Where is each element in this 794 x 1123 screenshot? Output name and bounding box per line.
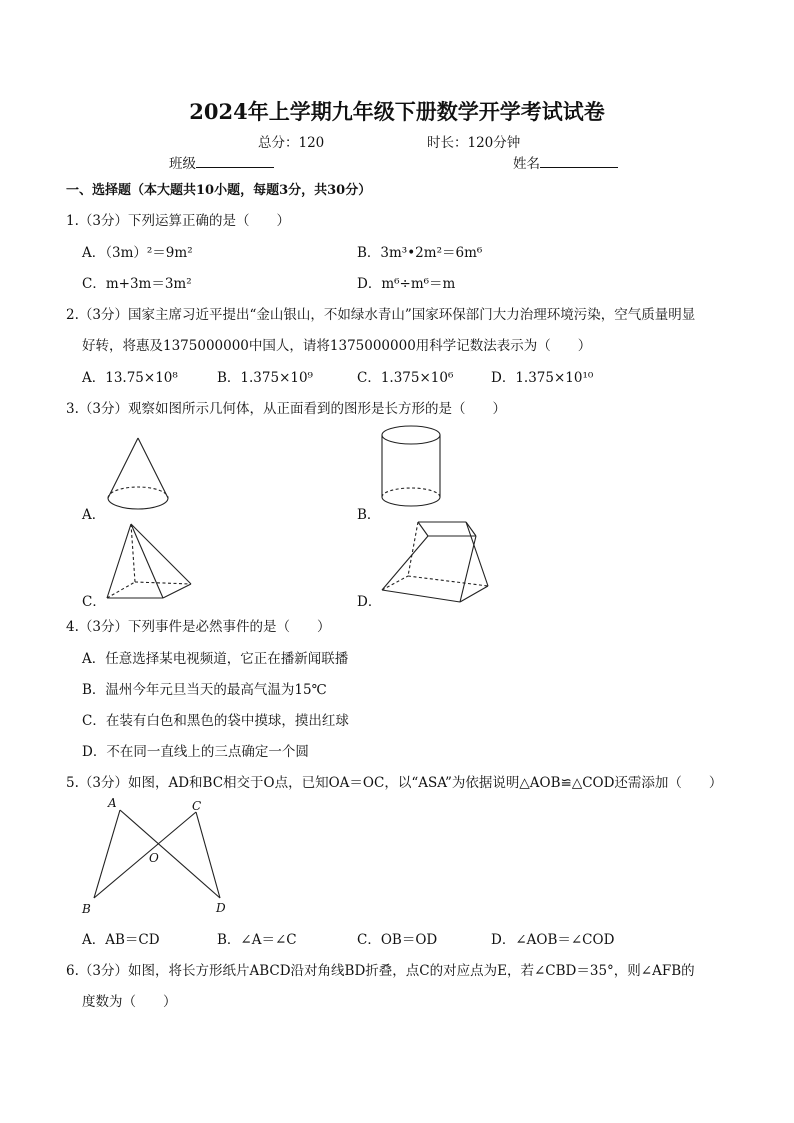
q6-stem-line2: 度数为（ ） bbox=[82, 994, 177, 1010]
q1-option-a: A．（3m）²＝9m² bbox=[82, 245, 193, 261]
q5-label-o: O bbox=[149, 851, 159, 865]
q1-option-d: D．m⁶÷m⁶＝m bbox=[357, 276, 456, 292]
q3-cone-figure bbox=[100, 436, 180, 516]
q5-label-a: A bbox=[108, 796, 117, 810]
q1-option-b: B．3m³•2m²＝6m⁶ bbox=[357, 245, 483, 261]
q5-option-c: C．OB＝OD bbox=[357, 932, 438, 948]
class-label: 班级 bbox=[169, 156, 196, 172]
q4-option-c: C．在装有白色和黑色的袋中摸球，摸出红球 bbox=[82, 713, 349, 729]
q3-option-b: B． bbox=[357, 507, 381, 523]
q1-option-c: C．m+3m＝3m² bbox=[82, 276, 192, 292]
q3-option-a: A． bbox=[82, 507, 106, 523]
q5-option-a: A．AB＝CD bbox=[82, 932, 160, 948]
q4-option-b: B．温州今年元旦当天的最高气温为15℃ bbox=[82, 682, 327, 698]
q4-option-a: A．任意选择某电视频道，它正在播新闻联播 bbox=[82, 651, 349, 667]
q1-stem: 1.（3分）下列运算正确的是（ ） bbox=[66, 213, 290, 229]
q5-stem: 5.（3分）如图，AD和BC相交于O点，已知OA＝OC，以“ASA”为依据说明△AOB≌△COD还需添加（ ） bbox=[66, 775, 723, 791]
page-title: 2024年上学期九年级下册数学开学考试试卷 bbox=[189, 99, 605, 124]
q3-cylinder-figure bbox=[380, 425, 450, 515]
q3-pyramid-figure bbox=[103, 522, 198, 607]
q2-option-a: A．13.75×10⁸ bbox=[82, 370, 178, 386]
q3-frustum-figure bbox=[380, 518, 495, 606]
q5-label-c: C bbox=[192, 799, 202, 813]
q2-option-d: D．1.375×10¹⁰ bbox=[491, 370, 594, 386]
q4-stem: 4.（3分）下列事件是必然事件的是（ ） bbox=[66, 619, 331, 635]
q5-label-b: B bbox=[82, 902, 91, 916]
class-blank bbox=[196, 155, 274, 168]
name-label: 姓名 bbox=[513, 156, 540, 172]
duration: 时长：120分钟 bbox=[427, 135, 521, 151]
q3-stem: 3.（3分）观察如图所示几何体，从正面看到的图形是长方形的是（ ） bbox=[66, 401, 506, 417]
q5-option-d: D．∠AOB＝∠COD bbox=[491, 932, 615, 948]
q3-option-d: D． bbox=[357, 594, 382, 610]
total-score: 总分：120 bbox=[258, 135, 325, 151]
q5-triangle-figure bbox=[80, 796, 240, 921]
q3-option-c: C． bbox=[82, 594, 106, 610]
name-blank bbox=[540, 155, 618, 168]
q6-stem-line1: 6.（3分）如图，将长方形纸片ABCD沿对角线BD折叠，点C的对应点为E，若∠CBD＝35°，则∠AFB的 bbox=[66, 963, 695, 979]
q2-option-c: C．1.375×10⁶ bbox=[357, 370, 454, 386]
q5-label-d: D bbox=[216, 901, 226, 915]
q2-stem-line1: 2.（3分）国家主席习近平提出“金山银山，不如绿水青山”国家环保部门大力治理环境污染，空气质量明显 bbox=[66, 307, 696, 323]
q2-option-b: B．1.375×10⁹ bbox=[217, 370, 313, 386]
q2-stem-line2: 好转，将惠及1375000000中国人，请将1375000000用科学记数法表示为（ ） bbox=[82, 338, 592, 354]
q4-option-d: D．不在同一直线上的三点确定一个圆 bbox=[82, 744, 309, 760]
class-field bbox=[169, 152, 274, 172]
name-field bbox=[513, 152, 618, 172]
section-heading: 一、选择题（本大题共10小题，每题3分，共30分） bbox=[66, 183, 372, 198]
q5-option-b: B．∠A＝∠C bbox=[217, 932, 297, 948]
